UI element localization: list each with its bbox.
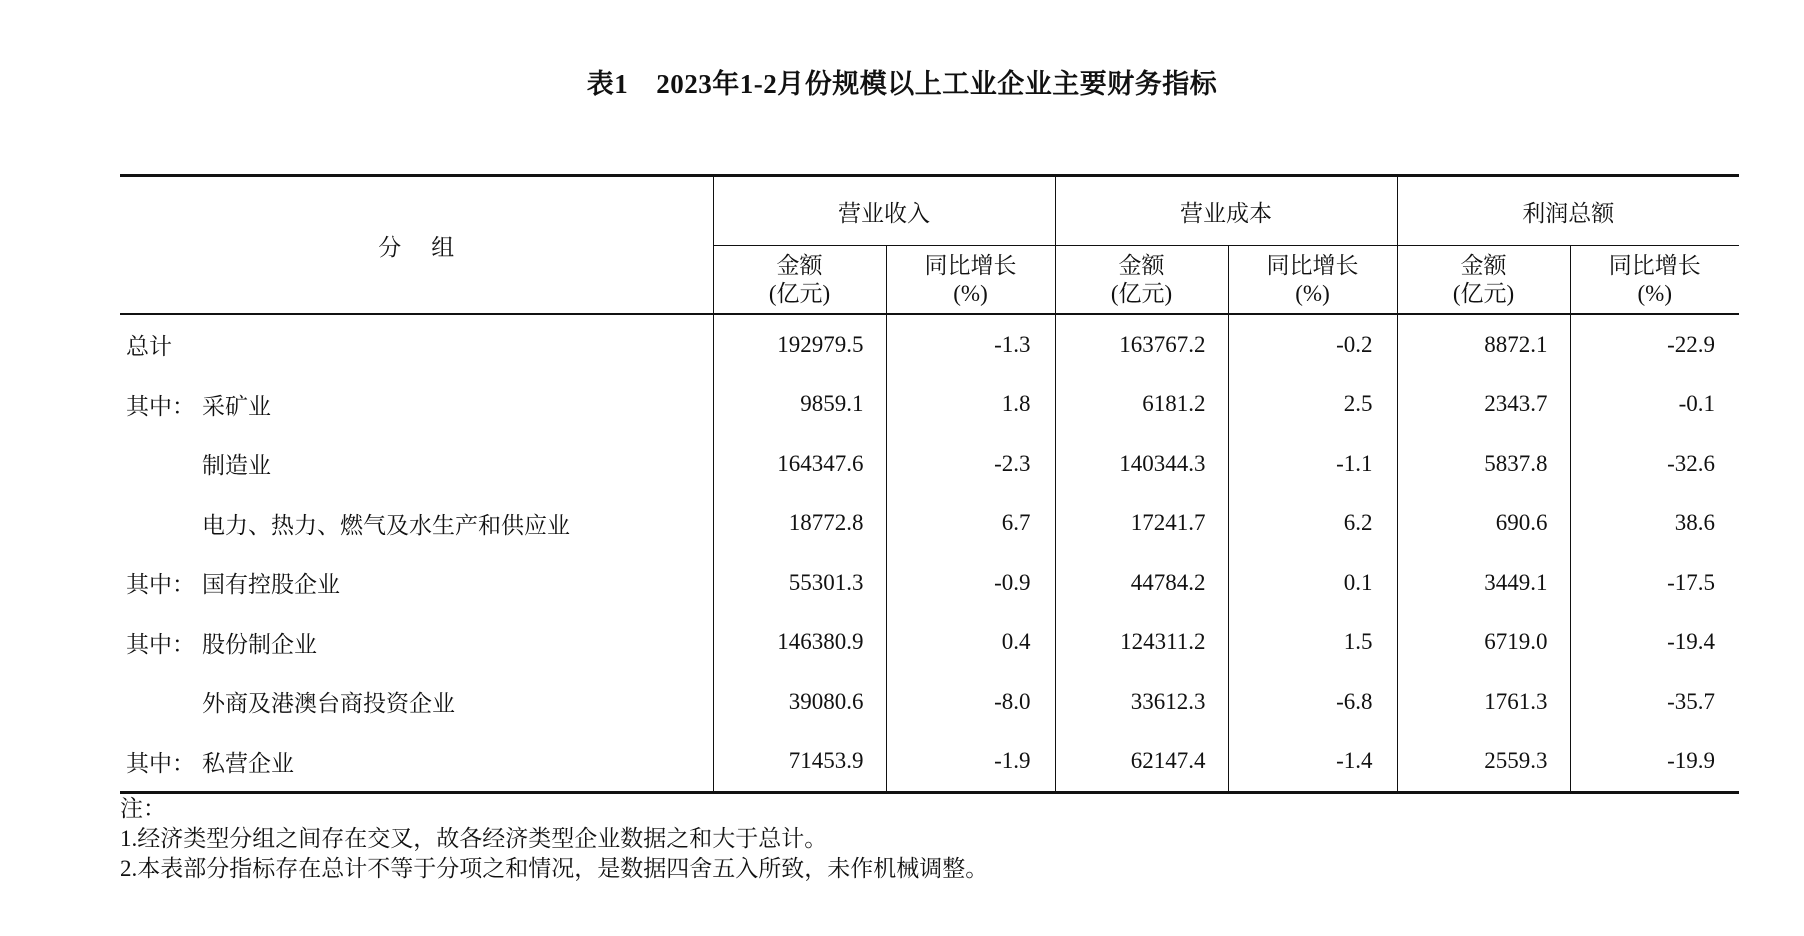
cost-amount-cell: 17241.7 bbox=[1055, 494, 1228, 554]
cost-growth-cell: -6.8 bbox=[1228, 672, 1397, 732]
profit-amount-cell: 5837.8 bbox=[1397, 434, 1570, 494]
profit-growth-header: 同比增长 (%) bbox=[1570, 246, 1739, 315]
table-row bbox=[120, 732, 1739, 793]
cost-growth-cell: -0.2 bbox=[1228, 314, 1397, 375]
profit-growth-cell: -22.9 bbox=[1570, 314, 1739, 375]
cost-growth-header: 同比增长 (%) bbox=[1228, 246, 1397, 315]
revenue-growth-cell: -8.0 bbox=[886, 672, 1055, 732]
note-item: 2.本表部分指标存在总计不等于分项之和情况，是数据四舍五入所致，未作机械调整。 bbox=[120, 856, 989, 881]
profit-header: 利润总额 bbox=[1397, 176, 1739, 246]
revenue-header: 营业收入 bbox=[713, 176, 1055, 246]
row-label: 电力、热力、燃气及水生产和供应业 bbox=[202, 512, 570, 538]
table-row bbox=[120, 375, 1739, 435]
table-row bbox=[120, 314, 1739, 375]
cost-growth-cell: 1.5 bbox=[1228, 613, 1397, 673]
cost-growth-cell: -1.4 bbox=[1228, 732, 1397, 793]
revenue-amount-cell: 18772.8 bbox=[713, 494, 886, 554]
revenue-growth-cell: -2.3 bbox=[886, 434, 1055, 494]
profit-growth-cell: -32.6 bbox=[1570, 434, 1739, 494]
row-label: 其中： 采矿业 bbox=[126, 393, 271, 419]
row-label: 外商及港澳台商投资企业 bbox=[202, 691, 455, 717]
profit-amount-cell: 3449.1 bbox=[1397, 553, 1570, 613]
table-row bbox=[120, 494, 1739, 554]
profit-amount-cell: 6719.0 bbox=[1397, 613, 1570, 673]
profit-growth-cell: -0.1 bbox=[1570, 375, 1739, 435]
revenue-amount-cell: 9859.1 bbox=[713, 375, 886, 435]
cost-growth-cell: 2.5 bbox=[1228, 375, 1397, 435]
row-label: 其中： 私营企业 bbox=[120, 732, 713, 793]
cost-amount-cell: 62147.4 bbox=[1055, 732, 1228, 793]
revenue-amount-header: 金额 (亿元) bbox=[713, 246, 886, 315]
table-row bbox=[120, 434, 1739, 494]
profit-amount-cell: 2559.3 bbox=[1397, 732, 1570, 793]
cost-amount-header: 金额 (亿元) bbox=[1055, 246, 1228, 315]
profit-amount-cell: 1761.3 bbox=[1397, 672, 1570, 732]
cost-amount-cell: 6181.2 bbox=[1055, 375, 1228, 435]
revenue-amount-cell: 71453.9 bbox=[713, 732, 886, 793]
row-label: 其中： 国有控股企业 bbox=[126, 572, 340, 598]
cost-amount-cell: 33612.3 bbox=[1055, 672, 1228, 732]
revenue-growth-cell: 1.8 bbox=[886, 375, 1055, 435]
cost-amount-cell: 140344.3 bbox=[1055, 434, 1228, 494]
table-row bbox=[120, 613, 1739, 673]
table-row bbox=[120, 672, 1739, 732]
cost-growth-cell: 0.1 bbox=[1228, 553, 1397, 613]
profit-amount-cell: 690.6 bbox=[1397, 494, 1570, 554]
profit-growth-cell: -19.9 bbox=[1570, 732, 1739, 793]
cost-amount-cell: 44784.2 bbox=[1055, 553, 1228, 613]
revenue-amount-cell: 39080.6 bbox=[713, 672, 886, 732]
profit-growth-cell: -35.7 bbox=[1570, 672, 1739, 732]
profit-growth-cell: -17.5 bbox=[1570, 553, 1739, 613]
financial-indicators-table bbox=[120, 174, 1739, 794]
revenue-growth-cell: 6.7 bbox=[886, 494, 1055, 554]
revenue-growth-cell: -0.9 bbox=[886, 553, 1055, 613]
cost-amount-cell: 163767.2 bbox=[1055, 314, 1228, 375]
notes-heading: 注： bbox=[120, 796, 166, 821]
cost-amount-cell: 124311.2 bbox=[1055, 613, 1228, 673]
row-label: 制造业 bbox=[202, 453, 271, 479]
cost-growth-cell: -1.1 bbox=[1228, 434, 1397, 494]
table-title bbox=[0, 62, 1804, 101]
table-row bbox=[120, 553, 1739, 613]
table-number: 表1 bbox=[586, 69, 629, 99]
revenue-growth-cell: 0.4 bbox=[886, 613, 1055, 673]
profit-growth-cell: 38.6 bbox=[1570, 494, 1739, 554]
group-column-header bbox=[120, 176, 713, 315]
profit-amount-header: 金额 (亿元) bbox=[1397, 246, 1570, 315]
note-item: 1.经济类型分组之间存在交叉，故各经济类型企业数据之和大于总计。 bbox=[120, 826, 828, 851]
group-header-text: 分组 bbox=[378, 234, 485, 260]
revenue-growth-cell: -1.3 bbox=[886, 314, 1055, 375]
revenue-amount-cell: 146380.9 bbox=[713, 613, 886, 673]
profit-amount-cell: 2343.7 bbox=[1397, 375, 1570, 435]
table-notes bbox=[120, 794, 1420, 884]
cost-growth-cell: 6.2 bbox=[1228, 494, 1397, 554]
cost-header: 营业成本 bbox=[1055, 176, 1397, 246]
revenue-amount-cell: 192979.5 bbox=[713, 314, 886, 375]
table-title-text: 2023年1-2月份规模以上工业企业主要财务指标 bbox=[656, 69, 1218, 99]
row-label: 其中： 股份制企业 bbox=[126, 631, 317, 657]
revenue-amount-cell: 164347.6 bbox=[713, 434, 886, 494]
revenue-growth-cell: -1.9 bbox=[886, 732, 1055, 793]
row-label: 总计 bbox=[126, 334, 172, 360]
profit-growth-cell: -19.4 bbox=[1570, 613, 1739, 673]
revenue-amount-cell: 55301.3 bbox=[713, 553, 886, 613]
revenue-growth-header: 同比增长 (%) bbox=[886, 246, 1055, 315]
profit-amount-cell: 8872.1 bbox=[1397, 314, 1570, 375]
